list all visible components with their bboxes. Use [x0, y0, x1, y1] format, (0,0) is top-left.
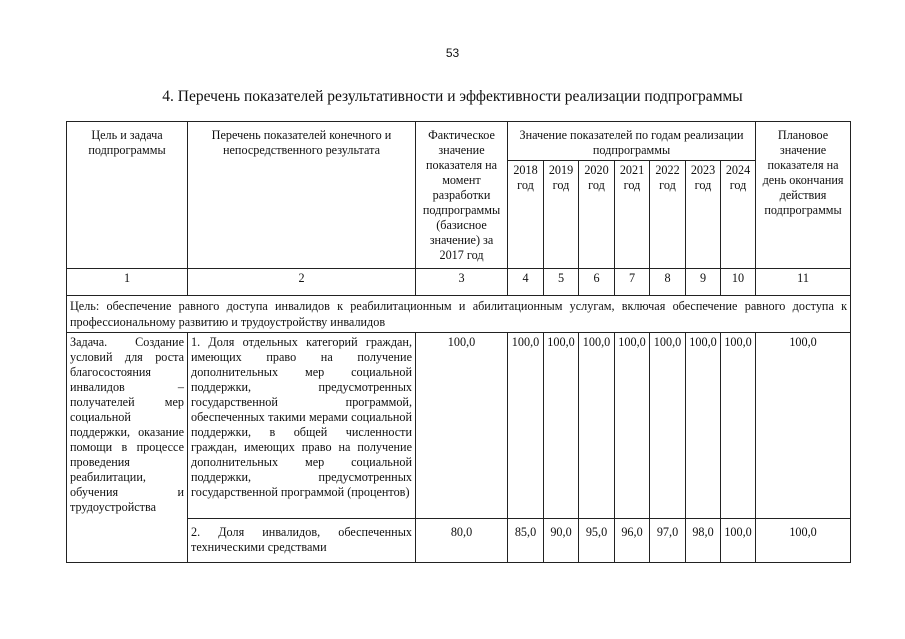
indicator-text: 1. Доля отдельных категорий граждан, имеющих право на получение дополнительных мер социальной поддержки, предусмотренных государственной программой, обеспеченных такими мерами социальной поддержки, в общей численности граждан, имеющих право на получение дополнительных мер социальной поддержки, предусмотренных государственной программой (процентов)	[188, 333, 416, 519]
goal-text: Цель: обеспечение равного доступа инвалидов к реабилитационным и абилитационным услугам, включая обеспечение равного доступа к профессиональному развитию и трудоустройству инвалидов	[67, 296, 851, 333]
header-row	[67, 122, 851, 161]
header-goal-task: Цель и задача подпрограммы	[67, 122, 188, 269]
header-year: 2022 год	[650, 161, 686, 269]
year-value: 100,0	[615, 333, 650, 519]
column-number: 3	[416, 269, 508, 296]
header-planned-value: Плановое значение показателя на день окончания действия подпрограммы	[756, 122, 851, 269]
column-number: 8	[650, 269, 686, 296]
year-value: 96,0	[615, 519, 650, 563]
header-actual-value: Фактическое значение показателя на момент разработки подпрограммы (базисное значение) за 2017 год	[416, 122, 508, 269]
planned-value: 100,0	[756, 519, 851, 563]
base-value: 100,0	[416, 333, 508, 519]
page-number: 53	[445, 46, 460, 60]
year-value: 85,0	[508, 519, 544, 563]
column-number: 9	[686, 269, 721, 296]
planned-value: 100,0	[756, 333, 851, 519]
year-value: 100,0	[544, 333, 579, 519]
column-number: 4	[508, 269, 544, 296]
year-value: 90,0	[544, 519, 579, 563]
year-value: 100,0	[508, 333, 544, 519]
year-value: 100,0	[686, 333, 721, 519]
year-value: 95,0	[579, 519, 615, 563]
goal-row	[67, 296, 851, 333]
header-year: 2019 год	[544, 161, 579, 269]
header-yearly-values: Значение показателей по годам реализации подпрограммы	[508, 122, 756, 161]
year-value: 100,0	[650, 333, 686, 519]
column-number: 1	[67, 269, 188, 296]
task-text: Задача. Создание условий для роста благосостояния инвалидов – получателей мер социальной поддержки, оказание помощи в процессе проведения реабилитации, обучения и трудоустройства	[67, 333, 188, 563]
year-value: 100,0	[579, 333, 615, 519]
base-value: 80,0	[416, 519, 508, 563]
year-value: 97,0	[650, 519, 686, 563]
header-year: 2024 год	[721, 161, 756, 269]
column-number: 6	[579, 269, 615, 296]
column-number: 7	[615, 269, 650, 296]
column-number: 5	[544, 269, 579, 296]
indicator-text: 2. Доля инвалидов, обеспеченных техническими средствами	[188, 519, 416, 563]
header-year: 2021 год	[615, 161, 650, 269]
header-indicators-list: Перечень показателей конечного и непосредственного результата	[188, 122, 416, 269]
header-year: 2023 год	[686, 161, 721, 269]
column-number: 2	[188, 269, 416, 296]
column-number: 11	[756, 269, 851, 296]
page-title: 4. Перечень показателей результативности и эффективности реализации подпрограммы	[162, 88, 743, 105]
header-year: 2020 год	[579, 161, 615, 269]
indicators-table	[66, 121, 851, 563]
column-numbers-row	[67, 269, 851, 296]
table-row	[67, 333, 851, 519]
header-year: 2018 год	[508, 161, 544, 269]
year-value: 100,0	[721, 333, 756, 519]
year-value: 100,0	[721, 519, 756, 563]
column-number: 10	[721, 269, 756, 296]
year-value: 98,0	[686, 519, 721, 563]
